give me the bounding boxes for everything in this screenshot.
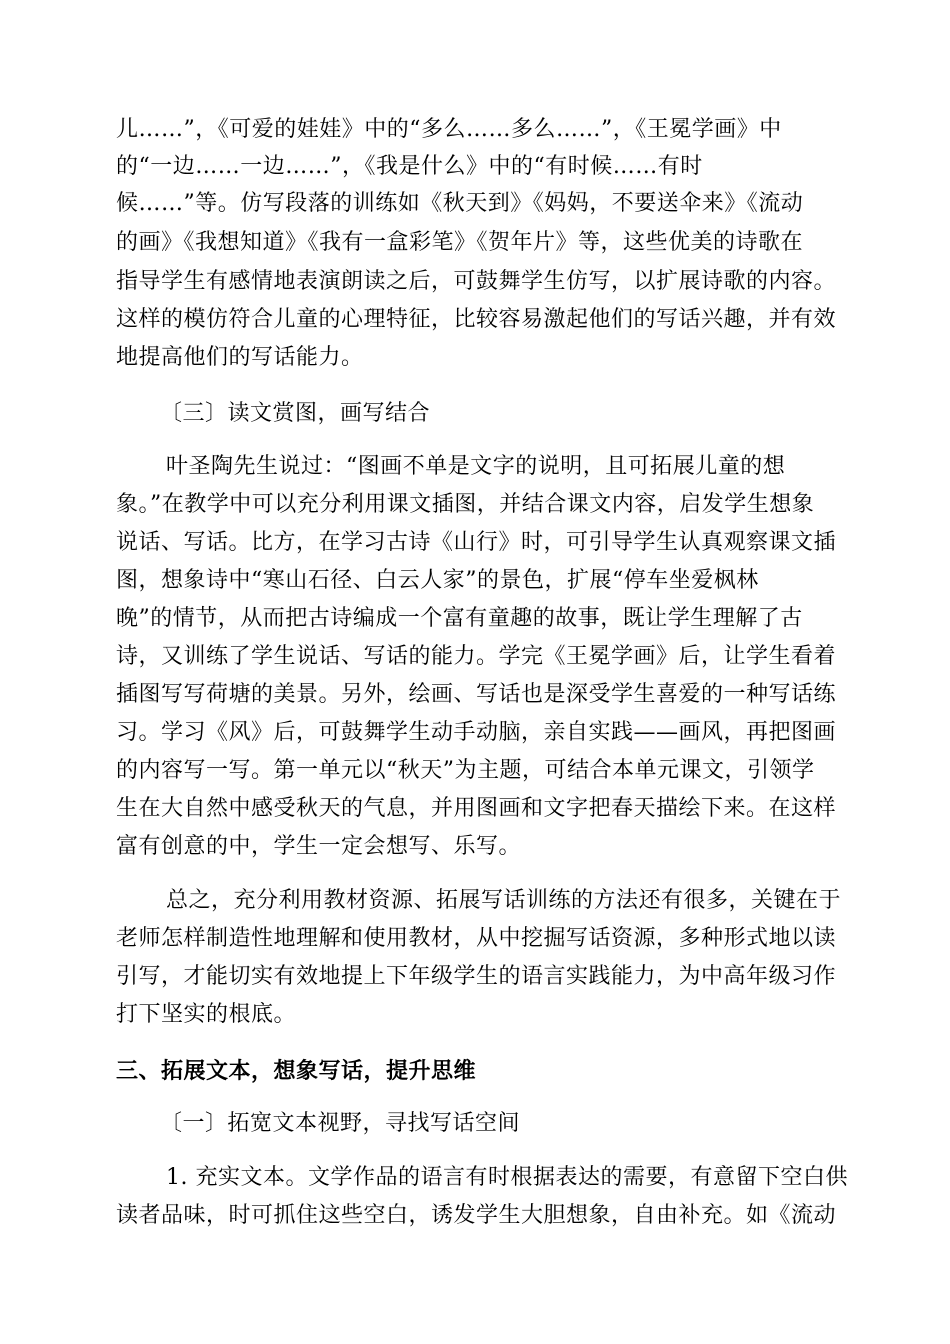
text-line: 生在大自然中感受秋天的气息，并用图画和文字把春天描绘下来。在这样	[116, 796, 837, 821]
text-line: 插图写写荷塘的美景。另外，绘画、写话也是深受学生喜爱的一种写话练	[116, 682, 837, 707]
text-line: 这样的模仿符合儿童的心理特征，比较容易激起他们的写话兴趣，并有效	[116, 307, 837, 332]
text-line: 叶圣陶先生说过：“图画不单是文字的说明，且可拓展儿童的想	[166, 454, 786, 479]
text-line: 象。”在教学中可以充分利用课文插图，并结合课文内容，启发学生想象	[116, 492, 815, 517]
text-line: 打下坚实的根底。	[116, 1002, 297, 1027]
text-line: 1. 充实文本。文学作品的语言有时根据表达的需要，有意留下空白供	[166, 1165, 848, 1190]
text-line: 候……”等。仿写段落的训练如《秋天到》《妈妈，不要送伞来》《流动	[116, 191, 804, 216]
text-line: 儿……”，《可爱的娃娃》中的“多么……多么……”，《王冕学画》中	[116, 117, 782, 142]
text-line: 读者品味，时可抓住这些空白，诱发学生大胆想象，自由补充。如《流动	[116, 1203, 837, 1228]
text-line: 指导学生有感情地表演朗读之后，可鼓舞学生仿写，以扩展诗歌的内容。	[116, 269, 837, 294]
text-line: 晚”的情节，从而把古诗编成一个富有童趣的故事，既让学生理解了古	[116, 606, 803, 631]
text-line: 习。学习《风》后，可鼓舞学生动手动脑，亲自实践——画风，再把图画	[116, 720, 837, 745]
text-line: 的内容写一写。第一单元以“秋天”为主题，可结合本单元课文，引领学	[116, 758, 815, 783]
text-line: 的“一边……一边……”，《我是什么》中的“有时候……有时	[116, 154, 703, 179]
text-line: 富有创意的中，学生一定会想写、乐写。	[116, 834, 522, 859]
text-line: 诗，又训练了学生说话、写话的能力。学完《王冕学画》后，让学生看着	[116, 644, 837, 669]
text-line: 的画》《我想知道》《我有一盒彩笔》《贺年片》等，这些优美的诗歌在	[116, 230, 804, 255]
text-line: 引写，才能切实有效地提上下年级学生的语言实践能力，为中高年级习作	[116, 964, 837, 989]
text-line: 总之，充分利用教材资源、拓展写话训练的方法还有很多，关键在于	[166, 888, 842, 913]
subheading: 〔一〕拓宽文本视野，寻找写话空间	[160, 1111, 521, 1136]
text-line: 图，想象诗中“寒山石径、白云人家”的景色，扩展“停车坐爱枫林	[116, 568, 759, 593]
text-line: 地提高他们的写话能力。	[116, 345, 364, 370]
section-heading: 三、拓展文本，想象写话，提升思维	[116, 1058, 477, 1084]
text-line: 说话、写话。比方，在学习古诗《山行》时，可引导学生认真观察课文插	[116, 530, 837, 555]
subheading: 〔三〕读文赏图，画写结合	[160, 401, 431, 426]
text-line: 老师怎样制造性地理解和使用教材，从中挖掘写话资源，多种形式地以读	[116, 926, 837, 951]
